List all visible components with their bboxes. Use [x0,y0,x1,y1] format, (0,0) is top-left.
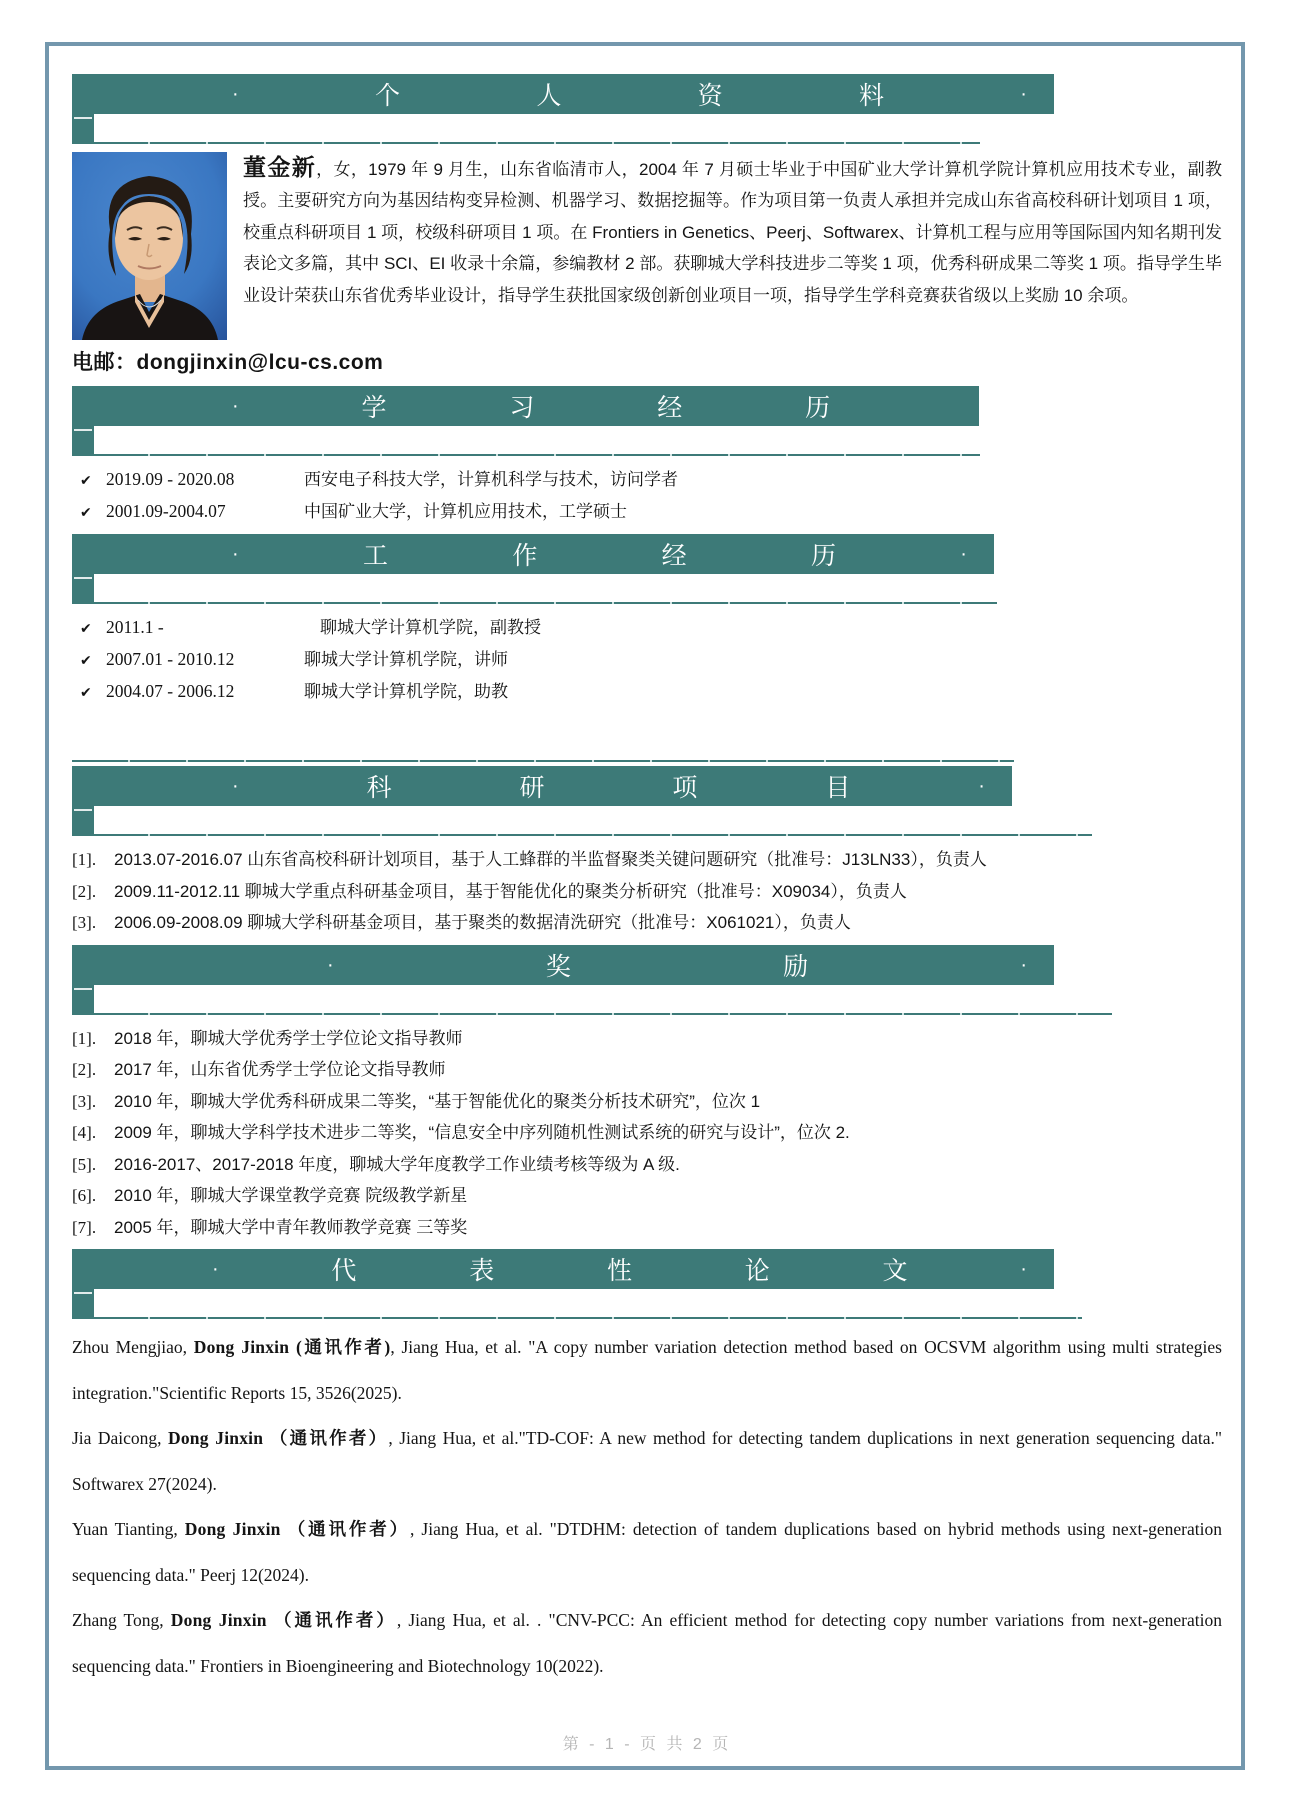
banner-title-char: 习 [509,394,536,422]
banner-title-char: 人 [536,82,563,110]
papers-list [72,1325,1222,1689]
email-line [72,346,1222,376]
underline [92,834,1092,836]
page-number-footer: 第 - 1 - 页 共 2 页 [562,1736,732,1753]
item-number: [3]. [72,1091,97,1111]
paper-citation [72,1598,1222,1689]
banner-dot-icon: · [232,83,240,105]
table-cell-square [72,574,94,604]
bio-paragraph [243,152,1222,340]
table-cell-square [72,806,94,836]
list-item [72,876,1222,908]
banner-title-char: 经 [661,542,688,570]
item-date: 2011.1 - [106,617,164,637]
underline [92,602,997,604]
item-desc: 聊城大学计算机学院，副教授 [320,618,541,637]
banner-title-char: 性 [606,1257,633,1285]
check-icon: ✔ [80,620,92,636]
item-number: [1]. [72,1028,97,1048]
list-item [72,612,1222,644]
list-item [72,496,1222,528]
education-list [72,464,1222,528]
item-number: [2]. [72,881,97,901]
item-text: 2016-2017、2017-2018 年度，聊城大学年度教学工作业绩考核等级为 A 级. [114,1154,680,1174]
item-date: 2007.01 - 2010.12 [106,649,235,669]
list-item [72,1054,1222,1086]
banner-title-char: 项 [672,774,699,802]
banner-title-char: 学 [361,394,388,422]
table-cell-square [72,114,94,144]
banner-title-char: 代 [331,1257,358,1285]
divider-line [72,760,1014,762]
list-item [72,644,1222,676]
section-banner-education [72,386,979,426]
item-date: 2001.09-2004.07 [106,501,226,521]
citation-text: , Jiang Hua, et al. "A copy number variation detection method based on OCSVM algorithm using multi strategies integration."Scientific Reports 15, 3526(2025). [72,1337,1222,1403]
banner-title-char: 科 [366,774,393,802]
banner-underline [72,574,1222,604]
list-item [72,844,1222,876]
banner-title-char: 作 [512,542,539,570]
banner-title-char: 资 [697,82,724,110]
corresponding-author: Dong Jinxin （通讯作者） [170,1610,397,1630]
item-desc: 聊城大学计算机学院，助教 [304,682,508,701]
page-border [45,42,1245,1770]
item-desc: 西安电子科技大学，计算机科学与技术，访问学者 [304,470,678,489]
item-number: [3]. [72,913,97,932]
list-item [72,1149,1222,1181]
banner-dot-icon: · [212,1258,220,1280]
section-banner-papers [72,1249,1054,1289]
corresponding-author: Dong Jinxin （通讯作者） [184,1519,410,1539]
banner-title-char: 研 [519,774,546,802]
list-item [72,1117,1222,1149]
item-text: 2009 年，聊城大学科学技术进步二等奖，“信息安全中序列随机性测试系统的研究与设计”，位次 2. [114,1123,850,1142]
item-number: [1]. [72,850,97,869]
item-text: 2005 年，聊城大学中青年教师教学竞赛 三等奖 [114,1217,468,1237]
banner-title-char: 料 [858,82,885,110]
underline [92,142,980,144]
banner-underline [72,985,1222,1015]
list-item [72,676,1222,708]
banner-dot-icon: · [1020,83,1028,105]
item-number: [5]. [72,1154,97,1174]
banner-title-char: 历 [810,542,837,570]
banner-title-char: 表 [469,1257,496,1285]
banner-title-char: 文 [882,1257,909,1285]
email-label: 电邮： [72,351,137,374]
item-text: 2017 年，山东省优秀学士学位论文指导教师 [114,1060,446,1079]
citation-text: , Jiang Hua, et al."TD-COF: A new method for detecting tandem duplications in next generation sequencing data." Softwarex 27(2024). [72,1428,1222,1494]
table-cell-square [72,1289,94,1319]
item-number: [4]. [72,1123,97,1142]
item-text: 2018 年，聊城大学优秀学士学位论文指导教师 [114,1028,463,1048]
check-icon: ✔ [80,472,92,488]
banner-dot-icon: · [1020,1258,1028,1280]
item-number: [6]. [72,1186,97,1205]
section-banner-projects [72,766,1012,806]
item-text: 2013.07-2016.07 山东省高校科研计划项目，基于人工蜂群的半监督聚类关键问题研究（批准号：J13LN33），负责人 [114,850,987,869]
banner-title-char: 历 [805,394,832,422]
paper-citation [72,1507,1222,1598]
banner-dot-icon: · [232,543,240,565]
email-address: dongjinxin@lcu-cs.com [136,351,384,374]
section-banner-awards [72,945,1054,985]
authors: Yuan Tianting, [72,1519,185,1539]
awards-list [72,1023,1222,1244]
banner-title-char: 经 [657,394,684,422]
bio-text: ，女，1979 年 9 月生，山东省临清市人，2004 年 7 月硕士毕业于中国矿业大学计算机学院计算机应用技术专业，副教授。主要研究方向为基因结构变异检测、机器学习、数据挖掘等。作为项目第一负责人承担并完成山东省高校科研计划项目 1 项，校重点科研项目 1 项，校级科研项目 1 项。在 Frontiers in Genetics、Peerj、Softwarex、计算机工程与应用等国际国内知名期刊发表论文多篇，其中 SCI、EI 收录十余篇，参编教材 2 部。获聊城大学科技进步二等奖 1 项，优秀科研成果二等奖 1 项。指导学生毕业设计荣获山东省优秀毕业设计，指导学生获批国家级创新创业项目一项，指导学生学科竞赛获省级以上奖励 10 余项。 [243,160,1223,305]
authors: Zhang Tong, [72,1610,171,1630]
banner-dot-icon: · [232,395,240,417]
citation-text: , Jiang Hua, et al. . "CNV-PCC: An efficient method for detecting copy number variations from next-generation sequencing data." Frontiers in Bioengineering and Biotechnology 10(2022). [72,1610,1222,1676]
banner-title-char: 论 [744,1257,771,1285]
corresponding-author: Dong Jinxin (通讯作者) [193,1337,391,1357]
underline [92,1317,1082,1319]
underline [92,1013,1112,1015]
banner-title-char: 目 [825,774,852,802]
resume-document [72,68,1222,1754]
banner-dot-icon: · [1020,953,1028,976]
corresponding-author: Dong Jinxin （通讯作者） [167,1428,389,1448]
check-icon: ✔ [80,652,92,668]
banner-underline [72,426,1222,456]
work-list [72,612,1222,708]
banner-title-char: 个 [374,82,401,110]
banner-title-char: 奖 [545,952,572,981]
banner-underline [72,114,1222,144]
list-item [72,1212,1222,1244]
person-name: 董金新 [243,154,317,180]
portrait-photo [72,152,227,340]
item-desc: 中国矿业大学，计算机应用技术，工学硕士 [304,502,627,521]
profile-block [72,152,1222,340]
list-item [72,1023,1222,1055]
list-item [72,907,1222,939]
banner-underline [72,1289,1222,1319]
item-text: 2010 年，聊城大学优秀科研成果二等奖，“基于智能优化的聚类分析技术研究”，位次 1 [114,1091,761,1111]
projects-list [72,844,1222,939]
banner-dot-icon: · [232,775,240,797]
citation-text: , Jiang Hua, et al. "DTDHM: detection of tandem duplications based on hybrid methods using next-generation sequencing data." Peerj 12(2024). [72,1519,1222,1585]
list-item [72,464,1222,496]
banner-dot-icon: · [960,543,968,565]
underline [92,454,980,456]
list-item [72,1180,1222,1212]
banner-underline [72,806,1222,836]
list-item [72,1086,1222,1118]
banner-dot-icon: · [327,953,335,976]
table-cell-square [72,426,94,456]
item-text: 2010 年，聊城大学课堂教学竞赛 院级教学新星 [114,1186,468,1205]
item-text: 2006.09-2008.09 聊城大学科研基金项目，基于聚类的数据清洗研究（批准号：X061021），负责人 [114,913,851,932]
banner-title-char: 工 [362,542,389,570]
authors: Zhou Mengjiao, [72,1337,194,1357]
item-date: 2004.07 - 2006.12 [106,681,235,701]
section-banner-personal [72,74,1054,114]
paper-citation [72,1325,1222,1416]
check-icon: ✔ [80,684,92,700]
banner-dot-icon: · [978,775,986,797]
banner-title-char: 励 [783,952,810,981]
section-banner-work [72,534,994,574]
paper-citation [72,1416,1222,1507]
item-number: [7]. [72,1217,97,1237]
check-icon: ✔ [80,504,92,520]
item-desc: 聊城大学计算机学院，讲师 [304,650,508,669]
item-date: 2019.09 - 2020.08 [106,469,235,489]
item-number: [2]. [72,1060,97,1079]
authors: Jia Daicong, [72,1428,168,1448]
item-text: 2009.11-2012.11 聊城大学重点科研基金项目，基于智能优化的聚类分析研究（批准号：X09034），负责人 [114,881,907,901]
table-cell-square [72,985,94,1015]
